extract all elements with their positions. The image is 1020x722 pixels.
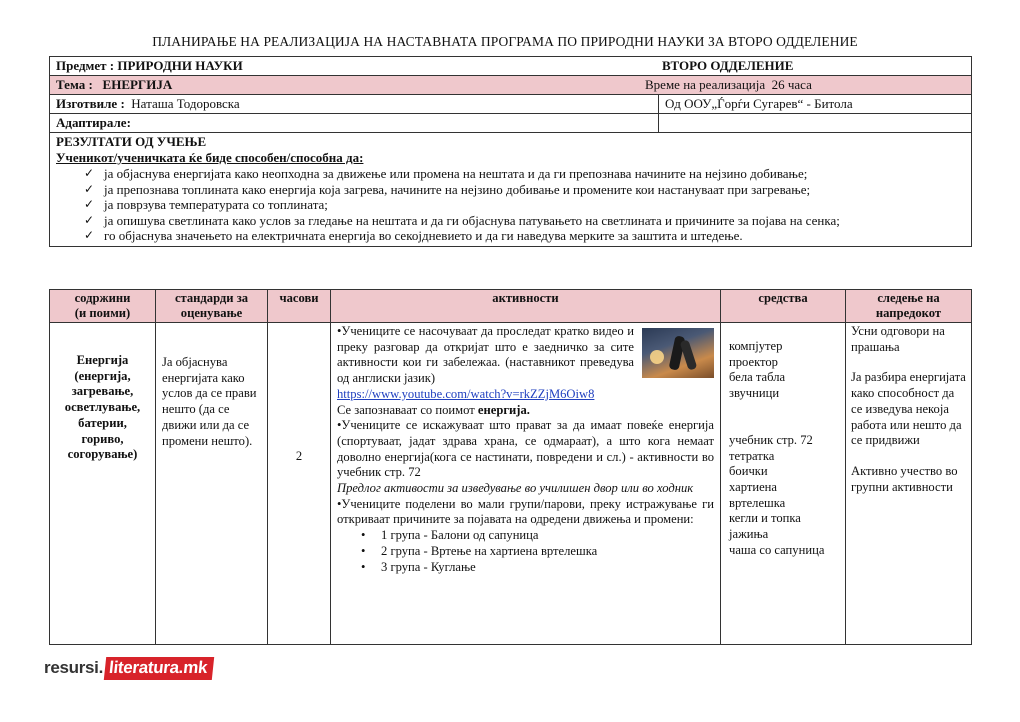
adapted-label: Адаптирале: [50,114,659,133]
activity-groups-intro: •Учениците поделени во мали групи/парови, преку истражување ги откриваат причините за појавата на одредени движења и промени: [337,496,714,527]
hours-cell: 2 [268,323,331,645]
col-header-hours: часови [268,290,331,323]
col-header-standards: стандарди за оценување [156,290,268,323]
group-item: • 3 група - Куглање [361,560,714,576]
group-item: • 2 група - Вртење на хартиена вртелешка [361,544,714,560]
learning-results [50,133,972,247]
logo-text-right: literatura.mk [104,657,215,680]
activity-suggestion: Предлог активости за изведување во училишен двор или во ходник [337,481,694,496]
results-item: ✓ ја објаснува енергијата како неопходна за движење или промена на нештата и да ги препознава начините на нејзино добивање; [84,166,808,181]
resursi-literatura-logo [44,655,213,681]
checkmark-icon: ✓ [84,212,95,227]
checkmark-icon: ✓ [84,228,95,242]
checkmark-icon: ✓ [84,181,95,196]
checkmark-icon: ✓ [84,197,95,211]
subject-label: Предмет : ПРИРОДНИ НАУКИ [56,58,243,73]
results-list [56,166,965,244]
logo-text-left: resursi. [44,658,104,677]
results-item: ✓ ја поврзува температурата со топлината; [84,197,328,212]
topic-cell: Енергија (енергија, загревање, осветлување, батерии, гориво, согорување) [50,323,156,645]
activities-cell [331,323,721,645]
activity-concept: Се запознаваат со поимот енергија. [337,402,530,417]
tracking-cell: Усни одговори на прашања Ја разбира енергијата како способност да се изведува некоја работа или нешто да се придвижи Активно учество во групни активности [846,323,972,645]
page-title: ПЛАНИРАЊЕ НА РЕАЛИЗАЦИЈА НА НАСТАВНАТА ПРОГРАМА ПО ПРИРОДНИ НАУКИ ЗА ВТОРО ОДДЕЛЕНИЕ [152,34,858,49]
results-title: РЕЗУЛТАТИ ОД УЧЕЊЕ [56,134,207,149]
col-header-content: содржини (и поими) [50,290,156,323]
results-item: ✓ го објаснува значењето на електричната енергија во секојдневието и да ги наведува мерките за заштита и штедење. [84,228,743,243]
col-header-tracking: следење на напредокот [846,290,972,323]
col-header-resources: средства [721,290,846,323]
adapted-value [659,114,972,133]
activity-intro: •Учениците се насочуваат да проследат кратко видео и преку разговар да откријат што е заедничко за сите активности кои ги забележаа. (наставникот преведува од англиски јазик) [337,324,634,386]
resources-cell: компјутер проектор бела табла звучници учебник стр. 72 тетратка боички хартиена вртелешка кегли и топка јажиња чаша со сапуница [721,323,846,645]
running-video-thumbnail [642,328,714,378]
standard-cell: Ја објаснува енергијата како услов да се прави нешто (да се движи или да се промени нешто). [156,323,268,645]
group-item: • 1 група - Балони од сапуница [361,528,714,544]
topic-cell [50,76,972,95]
author-name: Наташа Тодоровска [131,96,240,111]
results-item: ✓ ја препознава топлината како енергија која загрева, начините на нејзино добивање и промените кои настануваат при загревање; [84,181,811,197]
groups-list [337,528,714,575]
header-info-table [49,56,972,247]
subject-cell [50,57,972,76]
checkmark-icon: ✓ [84,166,95,180]
school-cell: Од ООУ„Ѓорѓи Сугарев“ - Битола [659,95,972,114]
author-label: Изготвиле : [56,96,125,111]
activity-energy-discussion: •Учениците се искажуваат што прават за да имаат повеќе енергија (спортуваат, јадат здрава храна, се одмараат), а што кога немаат доволно енергија(кога се настинати, повредени и сл.) - активности во учебник стр. 72 [337,418,714,480]
youtube-link[interactable]: https://www.youtube.com/watch?v=rkZZjM6Oiw8 [337,386,595,401]
grade-label: ВТОРО ОДДЕЛЕНИЕ [662,58,794,73]
col-header-activities: активности [331,290,721,323]
duration-label: Време на реализација 26 часа [645,77,812,92]
author-cell [50,95,659,114]
plan-table [49,289,972,645]
results-subtitle: Ученикот/ученичката ќе биде способен/способна да: [56,150,364,165]
results-item: ✓ ја опишува светлината како услов за гледање на нештата и да ги објаснува патувањето на светлината и причините за појава на сенка; [84,212,840,228]
topic-label: Тема : ЕНЕРГИЈА [56,77,173,92]
